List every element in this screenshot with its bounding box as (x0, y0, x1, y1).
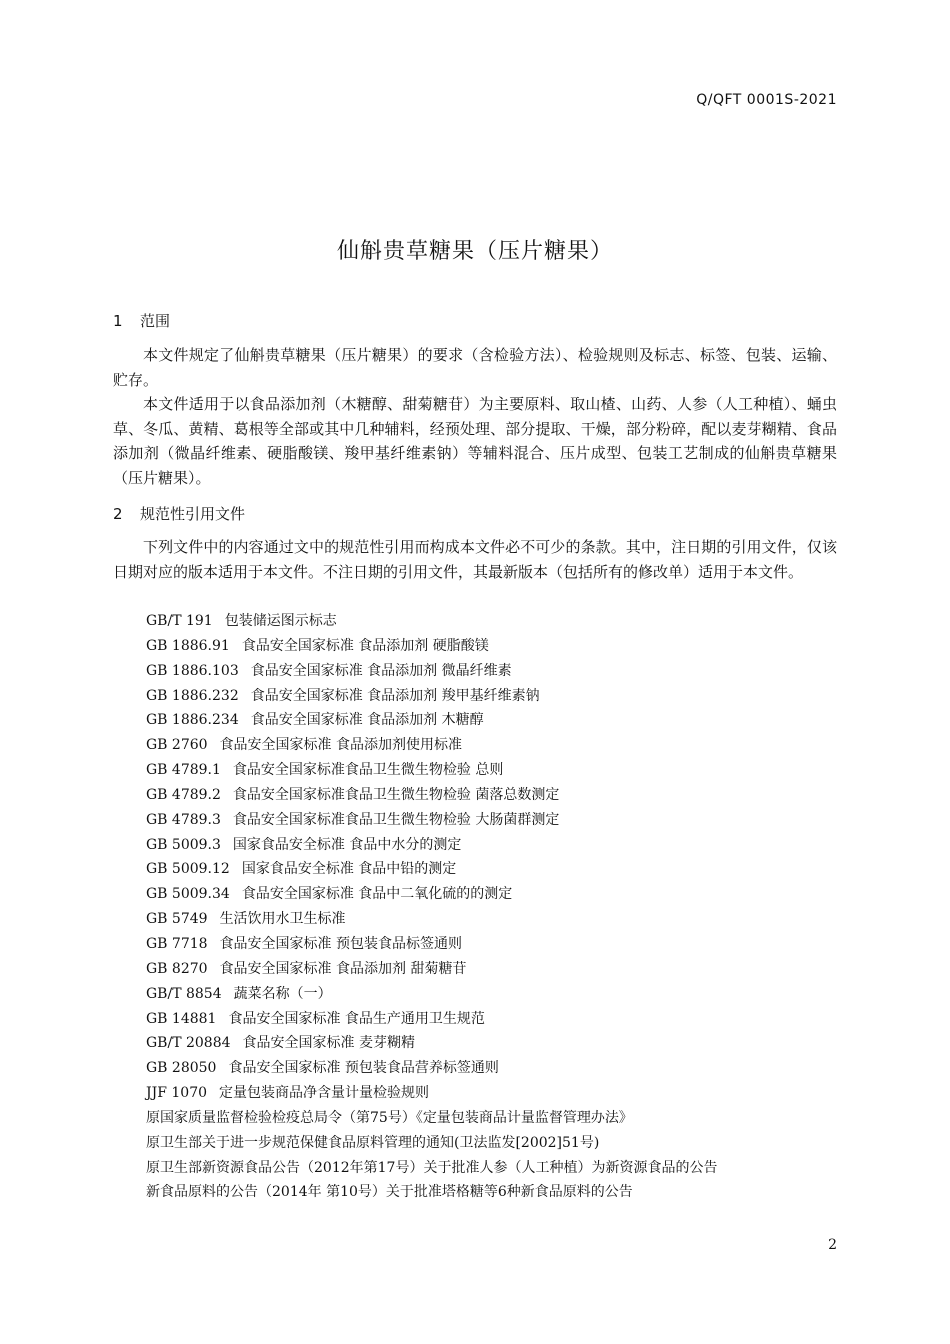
reference-item (146, 684, 717, 709)
reference-title: 原卫生部关于进一步规范保健食品原料管理的通知(卫法监发[2002]51号) (146, 1134, 600, 1151)
reference-code: GB 1886.91 (146, 637, 230, 654)
reference-title: 食品安全国家标准 预包装食品标签通则 (219, 935, 463, 952)
reference-title: 食品安全国家标准 食品添加剂 羧甲基纤维素钠 (250, 687, 540, 704)
reference-code: GB/T 8854 (146, 985, 222, 1002)
reference-title: 国家食品安全标准 食品中铅的测定 (241, 861, 457, 878)
reference-item (146, 1031, 717, 1056)
section-title: 规范性引用文件 (140, 505, 246, 523)
reference-title: 食品安全国家标准 食品中二氧化硫的的测定 (241, 886, 513, 903)
reference-title: 包装储运图示标志 (224, 613, 337, 629)
reference-item (146, 1131, 717, 1156)
reference-title: 新食品原料的公告（2014年 第10号）关于批准塔格糖等6种新食品原料的公告 (146, 1184, 633, 1201)
reference-item (146, 1056, 717, 1081)
reference-code: GB 2760 (146, 737, 208, 754)
reference-title: 食品安全国家标准 食品添加剂 微晶纤维素 (250, 662, 512, 679)
page-number: 2 (828, 1237, 837, 1253)
reference-title: 原国家质量监督检验检疫总局令（第75号）《定量包装商品计量监督管理办法》 (146, 1109, 633, 1126)
reference-title: 蔬菜名称（一） (233, 985, 332, 1002)
reference-title: 食品安全国家标准 食品添加剂 木糖醇 (250, 712, 484, 729)
reference-item (146, 857, 717, 882)
references-intro-paragraph: 下列文件中的内容通过文中的规范性引用而构成本文件必不可少的条款。其中，注日期的引用文件，仅该日期对应的版本适用于本文件。不注日期的引用文件，其最新版本（包括所有的修改单）适用于本文件。 (113, 538, 837, 581)
reference-item (146, 1106, 717, 1131)
reference-title: 食品安全国家标准 食品添加剂 硬脂酸镁 (241, 637, 489, 654)
section-number: 1 (113, 312, 123, 330)
reference-code: GB 4789.2 (146, 786, 221, 803)
section-heading-normative-references (113, 503, 245, 524)
reference-item (146, 758, 717, 783)
reference-item (146, 882, 717, 907)
reference-code: GB 7718 (146, 935, 208, 952)
reference-title: 食品安全国家标准食品卫生微生物检验 总则 (232, 762, 504, 779)
reference-title: 食品安全国家标准 预包装食品营养标签通则 (228, 1060, 499, 1077)
reference-code: GB 1886.103 (146, 662, 239, 679)
reference-item (146, 659, 717, 684)
reference-list (146, 609, 717, 1205)
section-heading-scope (113, 310, 170, 331)
reference-item (146, 932, 717, 957)
reference-code: GB 5009.34 (146, 886, 230, 903)
reference-code: GB/T 20884 (146, 1035, 231, 1052)
reference-title: 生活饮用水卫生标准 (219, 911, 346, 928)
reference-title: 食品安全国家标准 食品添加剂 甜菊糖苷 (219, 960, 467, 977)
scope-paragraph-1: 本文件规定了仙斛贵草糖果（压片糖果）的要求（含检验方法）、检验规则及标志、标签、包装、运输、贮存。 (113, 346, 837, 389)
reference-item (146, 982, 717, 1007)
reference-title: 定量包装商品净含量计量检验规则 (219, 1085, 430, 1102)
reference-code: GB 28050 (146, 1060, 217, 1077)
reference-code: GB 5009.12 (146, 861, 230, 878)
section-number: 2 (113, 505, 123, 523)
standard-code: Q/QFT 0001S-2021 (696, 92, 837, 108)
reference-title: 食品安全国家标准 食品生产通用卫生规范 (228, 1010, 485, 1027)
reference-code: GB 4789.1 (146, 762, 221, 779)
reference-item (146, 733, 717, 758)
reference-code: GB 1886.234 (146, 712, 239, 729)
scope-paragraph-2: 本文件适用于以食品添加剂（木糖醇、甜菊糖苷）为主要原料、取山楂、山药、人参（人工种植）、蛹虫草、冬瓜、黄精、葛根等全部或其中几种辅料，经预处理、部分提取、干燥，部分粉碎，配以麦芽糊精、食品添加剂（微晶纤维素、硬脂酸镁、羧甲基纤维素钠）等辅料混合、压片成型、包装工艺制成的仙斛贵草糖果（压片糖果）。 (113, 395, 837, 487)
reference-item (146, 1156, 717, 1181)
reference-item (146, 1007, 717, 1032)
reference-code: GB 4789.3 (146, 811, 221, 828)
reference-code: GB 8270 (146, 960, 208, 977)
reference-title: 原卫生部新资源食品公告（2012年第17号）关于批准人参（人工种植）为新资源食品的公告 (146, 1159, 718, 1176)
reference-title: 食品安全国家标准 食品添加剂使用标准 (219, 737, 463, 754)
reference-code: GB 5749 (146, 911, 208, 928)
reference-title: 食品安全国家标准 麦芽糊精 (242, 1035, 415, 1052)
reference-item (146, 1180, 717, 1205)
reference-item (146, 783, 717, 808)
reference-title: 食品安全国家标准食品卫生微生物检验 大肠菌群测定 (232, 811, 560, 828)
document-title: 仙斛贵草糖果（压片糖果） (336, 239, 613, 264)
reference-code: GB 5009.3 (146, 836, 221, 853)
reference-item (146, 808, 717, 833)
reference-item (146, 708, 717, 733)
reference-item (146, 907, 717, 932)
reference-code: JJF 1070 (146, 1085, 208, 1102)
reference-item (146, 833, 717, 858)
section-title: 范围 (140, 312, 171, 330)
reference-item (146, 957, 717, 982)
reference-code: GB/T 191 (146, 613, 213, 629)
reference-title: 食品安全国家标准食品卫生微生物检验 菌落总数测定 (232, 786, 560, 803)
reference-item (146, 634, 717, 659)
reference-code: GB 1886.232 (146, 687, 239, 704)
reference-title: 国家食品安全标准 食品中水分的测定 (232, 836, 462, 853)
reference-item (146, 609, 717, 634)
reference-item (146, 1081, 717, 1106)
reference-code: GB 14881 (146, 1010, 217, 1027)
